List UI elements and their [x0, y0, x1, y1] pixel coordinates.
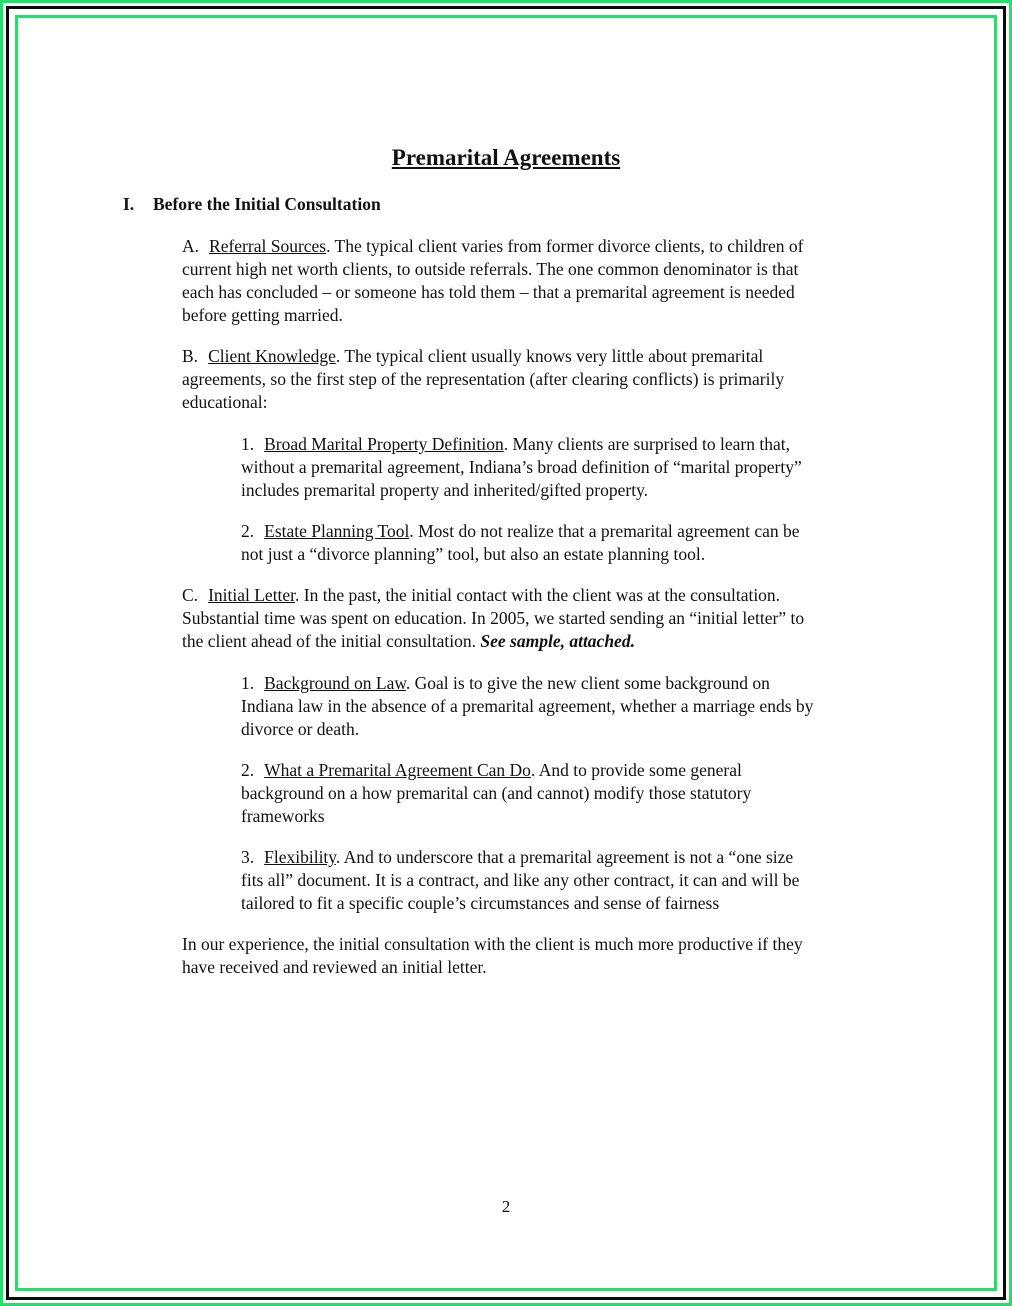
paragraph-line	[182, 630, 804, 653]
paragraph-first-line	[182, 235, 803, 258]
line-text: the client ahead of the initial consultation.	[182, 631, 481, 651]
paragraph-line: tailored to fit a specific couple’s circumstances and sense of fairness	[241, 893, 720, 913]
paragraph-line: before getting married.	[182, 305, 343, 325]
paragraph-b2	[241, 520, 800, 566]
item-text: . Most do not realize that a premarital agreement can be	[409, 521, 800, 541]
item-text: . Many clients are surprised to learn that,	[503, 434, 790, 454]
paragraph-line: agreements, so the first step of the representation (after clearing conflicts) is primarily	[182, 369, 785, 389]
section-number: I.	[123, 194, 135, 214]
section-title: Before the Initial Consultation	[153, 194, 381, 214]
paragraph-first-line	[241, 759, 751, 782]
item-heading: Estate Planning Tool	[264, 521, 410, 541]
item-number: 3.	[241, 847, 255, 867]
item-heading: Referral Sources	[209, 236, 327, 256]
paragraph-line: fits all” document. It is a contract, and like any other contract, it can and will be	[241, 870, 800, 890]
item-heading: Background on Law	[264, 673, 406, 693]
paragraph-b	[182, 345, 784, 414]
item-heading: Client Knowledge	[208, 346, 336, 366]
item-text: . In the past, the initial contact with the client was at the consultation.	[295, 585, 781, 605]
paragraph-line: frameworks	[241, 806, 325, 826]
paragraph-line: Indiana law in the absence of a premarital agreement, whether a marriage ends by	[241, 696, 814, 716]
paragraph-first-line	[241, 672, 813, 695]
paragraph-c	[182, 584, 804, 653]
paragraph-a	[182, 235, 803, 327]
paragraph-line: includes premarital property and inherited/gifted property.	[241, 480, 649, 500]
document-title: Premarital Agreements	[391, 145, 621, 170]
item-number: 2.	[241, 521, 255, 541]
paragraph-first-line	[182, 584, 804, 607]
item-text: . The typical client usually knows very little about premarital	[335, 346, 764, 366]
item-heading: Flexibility	[264, 847, 336, 867]
paragraph-line: background on a how premarital can (and cannot) modify those statutory	[241, 783, 752, 803]
paragraph-c1	[241, 672, 813, 741]
section-heading	[123, 194, 381, 215]
item-number: 1.	[241, 673, 255, 693]
paragraph-line: divorce or death.	[241, 719, 360, 739]
paragraph-line: without a premarital agreement, Indiana’s broad definition of “marital property”	[241, 457, 802, 477]
page-number: 2	[501, 1197, 511, 1216]
item-heading: Initial Letter	[208, 585, 296, 605]
paragraph-line: Substantial time was spent on education. In 2005, we started sending an “initial letter” to	[182, 608, 805, 628]
item-text: . And to provide some general	[530, 760, 742, 780]
paragraph-c2	[241, 759, 751, 828]
paragraph-c3	[241, 846, 799, 915]
item-number: 1.	[241, 434, 255, 454]
paragraph-line: each has concluded – or someone has told them – that a premarital agreement is needed	[182, 282, 795, 302]
paragraph-first-line	[182, 345, 784, 368]
paragraph-line: have received and reviewed an initial letter.	[182, 957, 487, 977]
paragraph-first-line	[241, 520, 800, 543]
item-heading: What a Premarital Agreement Can Do	[264, 760, 531, 780]
paragraph-first-line	[241, 433, 802, 456]
paragraph-line: not just a “divorce planning” tool, but also an estate planning tool.	[241, 544, 706, 564]
paragraph-closing	[182, 933, 803, 979]
item-text: . Goal is to give the new client some background on	[405, 673, 770, 693]
item-number: 2.	[241, 760, 255, 780]
paragraph-first-line	[241, 846, 799, 869]
item-text: . And to underscore that a premarital agreement is not a “one size	[335, 847, 794, 867]
item-number: C.	[182, 585, 199, 605]
paragraph-line: educational:	[182, 392, 268, 412]
paragraph-line: In our experience, the initial consultation with the client is much more productive if they	[182, 934, 803, 954]
sample-reference: See sample, attached.	[480, 631, 635, 651]
paragraph-line: current high net worth clients, to outside referrals. The one common denominator is that	[182, 259, 799, 279]
item-text: . The typical client varies from former divorce clients, to children of	[326, 236, 804, 256]
item-number: B.	[182, 346, 199, 366]
item-number: A.	[182, 236, 200, 256]
paragraph-b1	[241, 433, 802, 502]
item-heading: Broad Marital Property Definition	[264, 434, 504, 454]
